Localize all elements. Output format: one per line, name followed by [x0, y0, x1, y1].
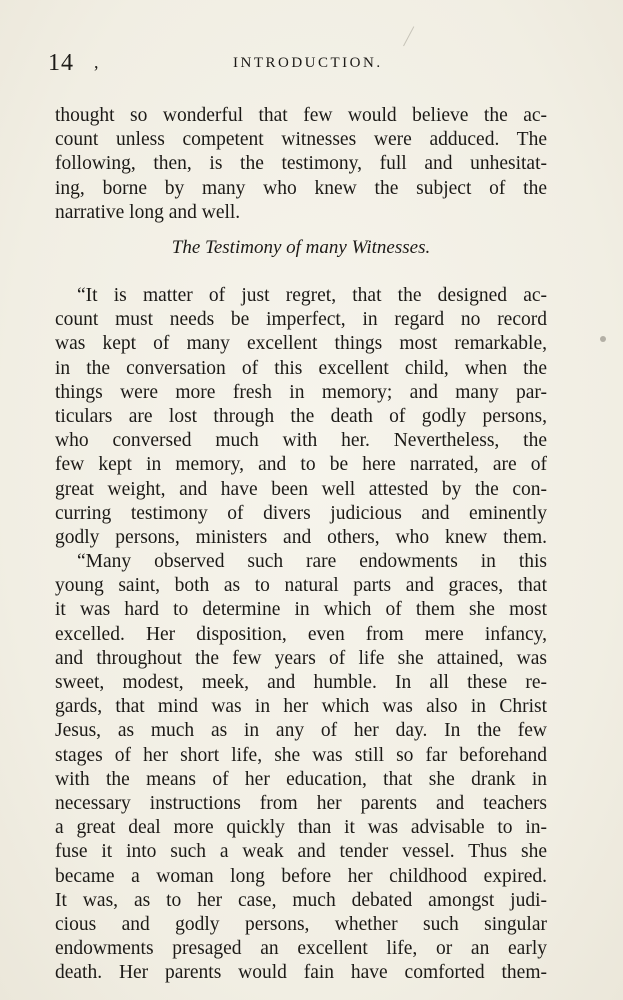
running-head: INTRODUCTION.	[233, 55, 383, 71]
section-heading: The Testimony of many Witnesses.	[171, 237, 431, 258]
text-line: stages of her short life, she was still so far beforehand	[55, 744, 547, 766]
text-line: was kept of many excellent things most remarkable,	[55, 333, 547, 355]
paragraph-intro	[55, 104, 547, 225]
text-line: few kept in memory, and to be here narrated, are of	[55, 454, 547, 476]
text-line: young saint, both as to natural parts and graces, that	[55, 575, 547, 597]
page-header	[48, 50, 548, 80]
text-line: death. Her parents would fain have comforted them-	[55, 962, 547, 984]
text-line: cious and godly persons, whether such singular	[55, 913, 547, 935]
text-line: ing, borne by many who knew the subject of the	[55, 177, 547, 199]
pencil-mark	[391, 20, 415, 46]
header-mark: ,	[94, 52, 99, 72]
text-line: in the conversation of this excellent child, when the	[55, 357, 547, 379]
text-line: excelled. Her disposition, even from mere infancy,	[55, 623, 547, 645]
text-line: godly persons, ministers and others, who knew them.	[55, 526, 547, 548]
text-line: sweet, modest, meek, and humble. In all these re-	[55, 672, 547, 693]
text-line: great weight, and have been well attested by the con-	[55, 478, 547, 500]
text-line: things were more fresh in memory; and many par-	[55, 381, 547, 403]
page-number: 14	[48, 50, 74, 76]
text-line: endowments presaged an excellent life, or an early	[55, 938, 547, 960]
text-line: count unless competent witnesses were adduced. The	[55, 129, 547, 151]
text-line: fuse it into such a weak and tender vessel. Thus she	[55, 841, 547, 863]
text-line: thought so wonderful that few would believe the ac-	[55, 105, 547, 126]
text-line: who conversed much with her. Nevertheless, the	[55, 430, 547, 452]
ink-speck	[600, 336, 606, 342]
text-line: with the means of her education, that she drank in	[55, 768, 547, 790]
paragraph-testimony	[55, 284, 547, 985]
text-line: ticulars are lost through the death of godly persons,	[55, 405, 547, 427]
text-line: became a woman long before her childhood expired.	[55, 865, 547, 887]
text-line: narrative long and well.	[55, 201, 241, 223]
text-line: “It is matter of just regret, that the designed ac-	[77, 285, 547, 306]
text-line: a great deal more quickly than it was advisable to in-	[55, 817, 547, 839]
text-line: It was, as to her case, much debated amongst judi-	[55, 889, 547, 911]
body-text	[55, 104, 547, 984]
text-line: gards, that mind was in her which was also in Christ	[55, 696, 547, 718]
text-line: “Many observed such rare endowments in this	[77, 551, 547, 573]
text-line: count must needs be imperfect, in regard no record	[55, 309, 547, 331]
text-line: Jesus, as much as in any of her day. In the few	[55, 720, 547, 742]
text-line: and throughout the few years of life she attained, was	[55, 647, 547, 669]
text-line: necessary instructions from her parents and teachers	[55, 792, 547, 814]
text-line: it was hard to determine in which of them she most	[55, 599, 547, 621]
text-line: curring testimony of divers judicious and eminently	[55, 502, 547, 524]
text-line: following, then, is the testimony, full and unhesitat-	[55, 153, 547, 175]
